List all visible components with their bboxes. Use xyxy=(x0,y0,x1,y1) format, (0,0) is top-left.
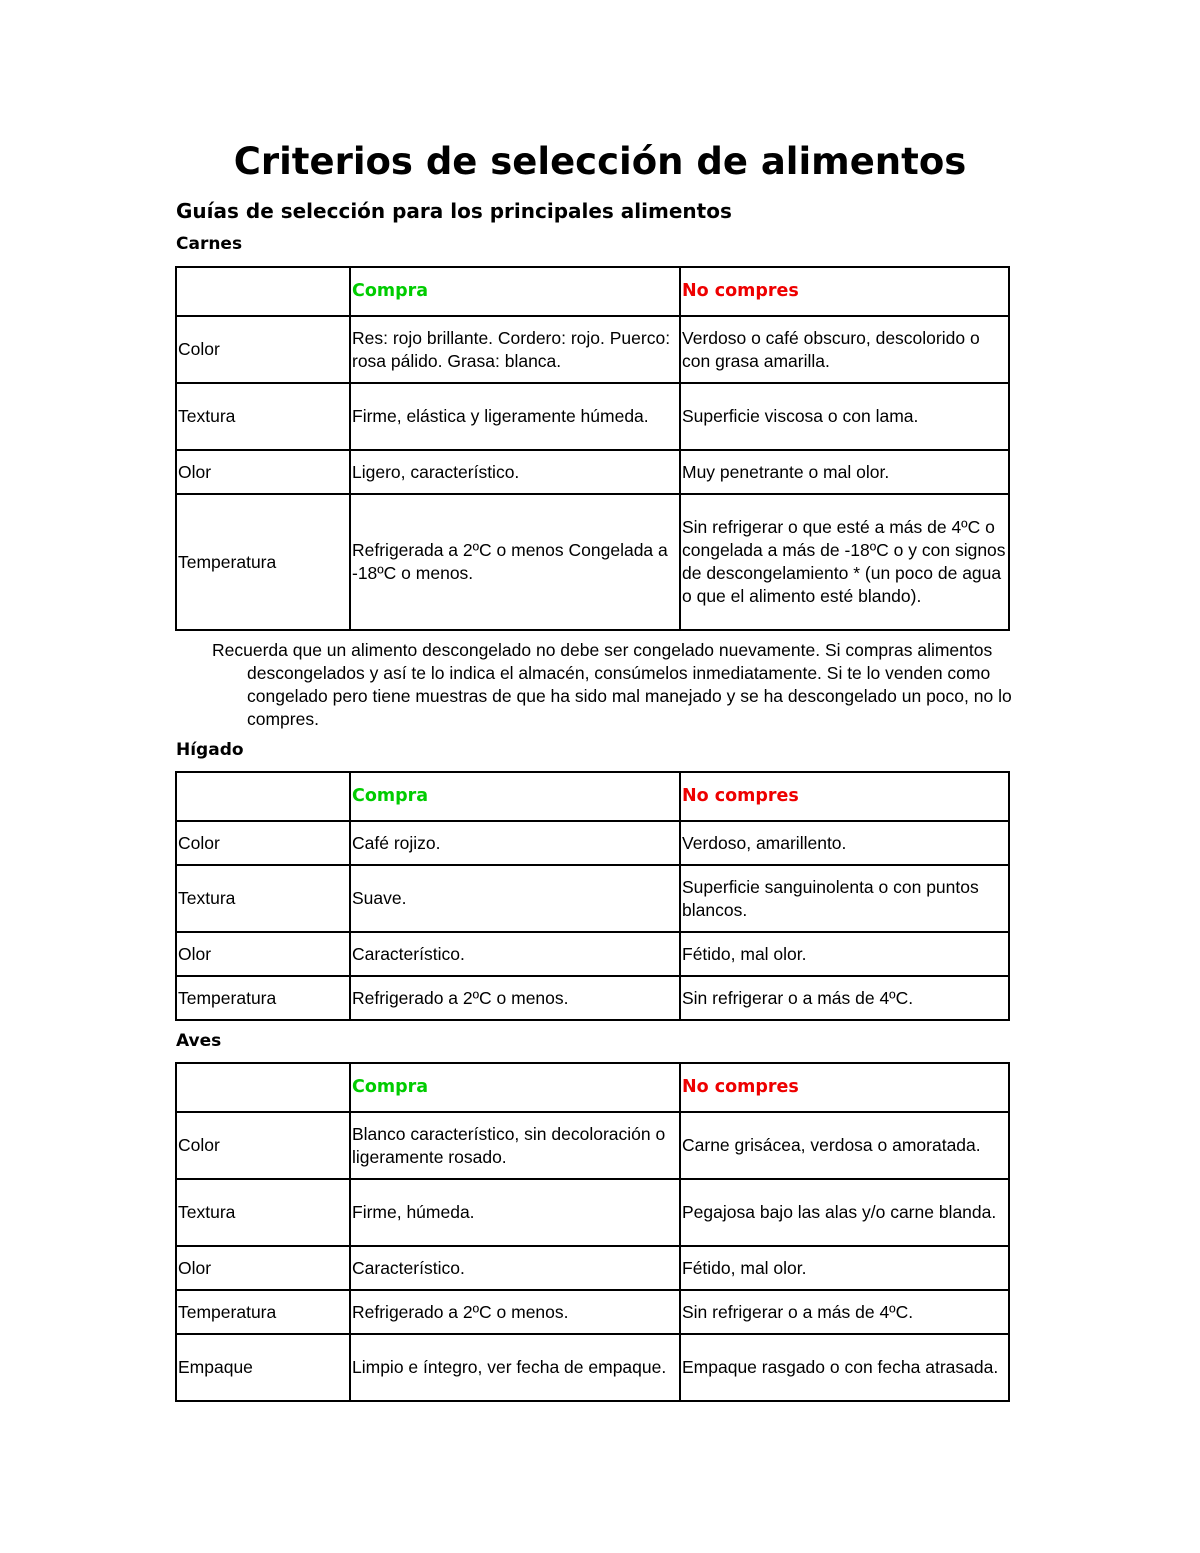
page-title: Criterios de selección de alimentos xyxy=(233,140,967,183)
table-header-row xyxy=(176,772,1009,821)
table-row xyxy=(176,383,1009,450)
section-label-higado: Hígado xyxy=(176,740,244,760)
header-buy: Compra xyxy=(350,772,680,821)
criterion-cell: Color xyxy=(176,1112,350,1179)
criterion-cell: Olor xyxy=(176,1246,350,1290)
page-subtitle: Guías de selección para los principales alimentos xyxy=(176,199,732,223)
criterion-cell: Textura xyxy=(176,383,350,450)
header-empty-cell xyxy=(176,1063,350,1112)
table-row xyxy=(176,821,1009,865)
header-empty-cell xyxy=(176,772,350,821)
table-row xyxy=(176,316,1009,383)
header-no-buy: No compres xyxy=(680,267,1009,316)
section-label-aves: Aves xyxy=(176,1031,222,1051)
buy-cell: Refrigerada a 2ºC o menos Congelada a -18ºC o menos. xyxy=(350,494,680,630)
buy-cell: Res: rojo brillante. Cordero: rojo. Puerco: rosa pálido. Grasa: blanca. xyxy=(350,316,680,383)
section-label-carnes: Carnes xyxy=(176,234,243,254)
buy-cell: Refrigerado a 2ºC o menos. xyxy=(350,976,680,1020)
table-header-row xyxy=(176,267,1009,316)
buy-cell: Suave. xyxy=(350,865,680,932)
table-row xyxy=(176,494,1009,630)
criterion-cell: Olor xyxy=(176,932,350,976)
table-row xyxy=(176,1246,1009,1290)
header-no-buy: No compres xyxy=(680,772,1009,821)
criterion-cell: Textura xyxy=(176,865,350,932)
buy-cell: Blanco característico, sin decoloración o ligeramente rosado. xyxy=(350,1112,680,1179)
criterion-cell: Color xyxy=(176,316,350,383)
table-row xyxy=(176,865,1009,932)
no-buy-cell: Verdoso o café obscuro, descolorido o con grasa amarilla. xyxy=(680,316,1009,383)
buy-cell: Firme, elástica y ligeramente húmeda. xyxy=(350,383,680,450)
header-buy: Compra xyxy=(350,1063,680,1112)
no-buy-cell: Empaque rasgado o con fecha atrasada. xyxy=(680,1334,1009,1401)
criterion-cell: Temperatura xyxy=(176,1290,350,1334)
buy-cell: Limpio e íntegro, ver fecha de empaque. xyxy=(350,1334,680,1401)
table-row xyxy=(176,1290,1009,1334)
table-row xyxy=(176,1334,1009,1401)
header-empty-cell xyxy=(176,267,350,316)
criterion-cell: Color xyxy=(176,821,350,865)
header-buy: Compra xyxy=(350,267,680,316)
no-buy-cell: Muy penetrante o mal olor. xyxy=(680,450,1009,494)
criterion-cell: Olor xyxy=(176,450,350,494)
no-buy-cell: Pegajosa bajo las alas y/o carne blanda. xyxy=(680,1179,1009,1246)
table-row xyxy=(176,976,1009,1020)
buy-cell: Firme, húmeda. xyxy=(350,1179,680,1246)
criterion-cell: Temperatura xyxy=(176,494,350,630)
no-buy-cell: Verdoso, amarillento. xyxy=(680,821,1009,865)
no-buy-cell: Superficie viscosa o con lama. xyxy=(680,383,1009,450)
criterion-cell: Empaque xyxy=(176,1334,350,1401)
no-buy-cell: Fétido, mal olor. xyxy=(680,932,1009,976)
buy-cell: Ligero, característico. xyxy=(350,450,680,494)
header-no-buy: No compres xyxy=(680,1063,1009,1112)
table-row xyxy=(176,932,1009,976)
table-higado xyxy=(175,771,1010,1021)
buy-cell: Característico. xyxy=(350,1246,680,1290)
table-row xyxy=(176,1179,1009,1246)
buy-cell: Refrigerado a 2ºC o menos. xyxy=(350,1290,680,1334)
no-buy-cell: Sin refrigerar o a más de 4ºC. xyxy=(680,1290,1009,1334)
no-buy-cell: Sin refrigerar o que esté a más de 4ºC o congelada a más de -18ºC o y con signos de descongelamiento * (un poco de agua o que el alimento esté blando). xyxy=(680,494,1009,630)
criterion-cell: Textura xyxy=(176,1179,350,1246)
no-buy-cell: Fétido, mal olor. xyxy=(680,1246,1009,1290)
buy-cell: Café rojizo. xyxy=(350,821,680,865)
table-aves xyxy=(175,1062,1010,1402)
criterion-cell: Temperatura xyxy=(176,976,350,1020)
thawing-note: Recuerda que un alimento descongelado no debe ser congelado nuevamente. Si compras alimentos descongelados y así te lo indica el almacén, consúmelos inmediatamente. Si te lo venden como congelado pero tiene muestras de que ha sido mal manejado y se ha descongelado un poco, no lo compres. xyxy=(212,640,1012,729)
buy-cell: Característico. xyxy=(350,932,680,976)
table-row xyxy=(176,1112,1009,1179)
table-carnes xyxy=(175,266,1010,631)
table-header-row xyxy=(176,1063,1009,1112)
no-buy-cell: Superficie sanguinolenta o con puntos blancos. xyxy=(680,865,1009,932)
no-buy-cell: Sin refrigerar o a más de 4ºC. xyxy=(680,976,1009,1020)
no-buy-cell: Carne grisácea, verdosa o amoratada. xyxy=(680,1112,1009,1179)
table-row xyxy=(176,450,1009,494)
